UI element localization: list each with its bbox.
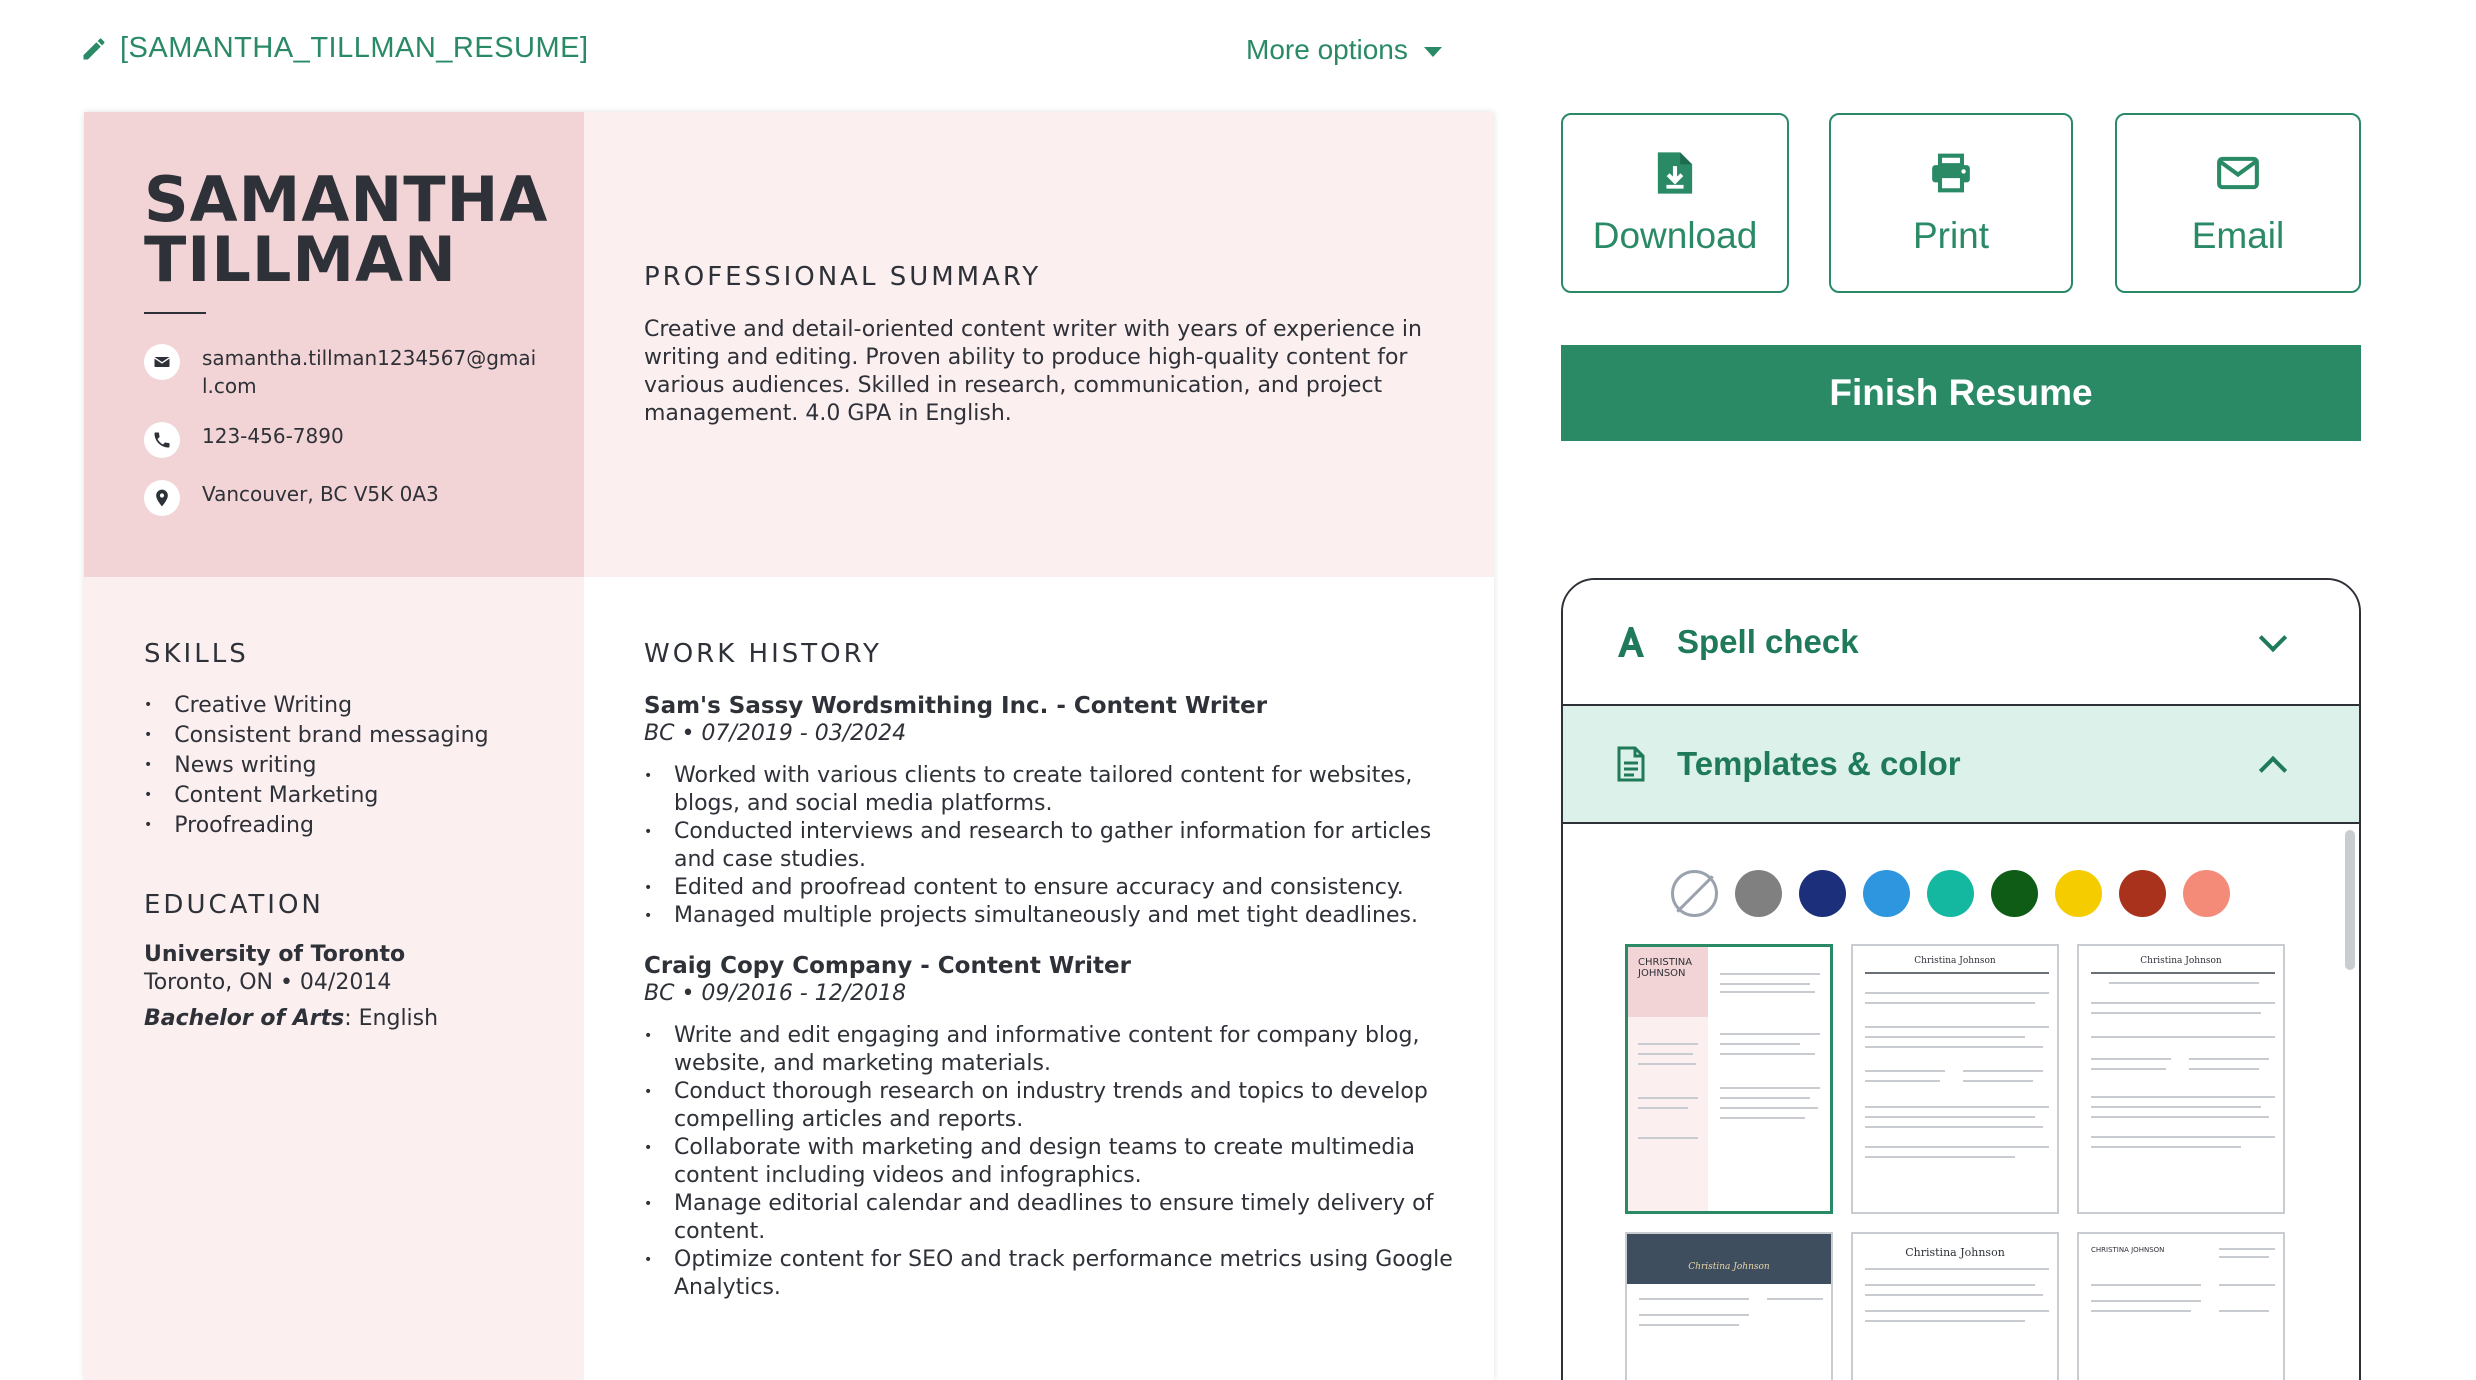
more-options-label: More options [1246,34,1408,65]
file-download-icon [1653,149,1697,197]
print-button[interactable] [1829,113,2073,293]
resume-name [144,163,549,296]
color-swatch[interactable] [1927,870,1974,917]
list-item: • News writing [144,752,489,782]
template-thumbnail[interactable] [1625,944,1833,1214]
list-item: • Optimize content for SEO and track performance metrics using Google Analytics. [644,1246,1454,1302]
degree-field: : English [344,1006,439,1031]
print-label: Print [1912,215,1990,256]
spell-check-toggle[interactable] [1563,580,2361,706]
name-last: TILLMAN [144,223,457,296]
skills-list [144,692,489,842]
email-text: samantha.tillman1234567@gmail.com [202,346,537,398]
finish-resume-button[interactable]: Finish Resume [1561,345,2361,441]
contact-email [144,344,542,400]
summary-heading: PROFESSIONAL SUMMARY [644,262,1042,292]
list-item: • Managed multiple projects simultaneously and met tight deadlines. [644,902,1454,930]
education-school: University of Toronto [144,942,406,967]
list-item: • Conduct thorough research on industry trends and topics to develop compelling articles and reports. [644,1078,1454,1134]
template-thumbnail[interactable] [1851,944,2059,1214]
list-item: • Collaborate with marketing and design teams to create multimedia content including videos and infographics. [644,1134,1454,1190]
color-swatch[interactable] [2055,870,2102,917]
pencil-icon [80,35,108,63]
education-heading: EDUCATION [144,890,324,920]
spell-check-icon [1613,625,1649,659]
spell-check-label: Spell check [1677,623,1859,660]
document-title[interactable] [80,32,589,65]
location-text: Vancouver, BC V5K 0A3 [202,482,439,506]
contact-location [144,480,542,516]
envelope-icon [144,344,180,380]
thumb-name: Christina Johnson [1914,956,1996,966]
printer-icon [1929,149,1973,197]
color-swatch[interactable] [1735,870,1782,917]
name-first: SAMANTHA [144,163,549,236]
color-swatch[interactable] [1799,870,1846,917]
no-color-swatch[interactable] [1671,870,1718,917]
download-label: Download [1592,215,1758,256]
list-item: • Content Marketing [144,782,489,812]
caret-down-icon [1424,47,1442,57]
resume-preview[interactable] [84,112,1494,1380]
job-bullets [644,1022,1454,1302]
more-options-button[interactable] [1246,34,1442,66]
editor-side-panel [1561,578,2361,1380]
template-thumbnail[interactable] [2077,944,2285,1214]
skills-heading: SKILLS [144,639,249,669]
panel-scrollbar[interactable] [2345,830,2355,970]
list-item: • Manage editorial calendar and deadlines to ensure timely delivery of content. [644,1190,1454,1246]
template-thumbnail[interactable] [2077,1232,2285,1380]
thumb-name: Christina Johnson [1905,1246,2005,1259]
color-swatch[interactable] [1991,870,2038,917]
email-button[interactable] [2115,113,2361,293]
list-item: • Conducted interviews and research to gather information for articles and case studies. [644,818,1454,874]
templates-color-toggle[interactable] [1563,706,2361,824]
download-button[interactable] [1561,113,1789,293]
list-item: • Consistent brand messaging [144,722,489,752]
template-thumbnail[interactable] [1851,1232,2059,1380]
list-item: • Edited and proofread content to ensure accuracy and consistency. [644,874,1454,902]
job-bullets [644,762,1454,930]
email-label: Email [2191,215,2285,256]
phone-text: 123-456-7890 [202,424,344,448]
job-meta: BC • 09/2016 - 12/2018 [644,981,907,1006]
job-title: Craig Copy Company - Content Writer [644,953,1131,979]
education-degree [144,1006,438,1031]
thumb-name: CHRISTINA JOHNSON [2091,1246,2165,1254]
document-icon [1613,746,1649,782]
list-item: • Proofreading [144,812,489,842]
summary-text: Creative and detail-oriented content writer with years of experience in writing and editing. Proven ability to produce high-quality content for various audiences. Skilled in research, communication, and project management. 4.0 GPA in English. [644,317,1422,426]
education-location: Toronto, ON • 04/2014 [144,970,392,995]
templates-color-label: Templates & color [1677,745,1961,782]
chevron-up-icon [2259,756,2287,784]
job-title: Sam's Sassy Wordsmithing Inc. - Content Writer [644,693,1268,719]
contact-phone [144,422,542,458]
map-pin-icon [144,480,180,516]
list-item: • Worked with various clients to create tailored content for websites, blogs, and social media platforms. [644,762,1454,818]
thumb-name: Christina Johnson [1688,1262,1770,1272]
name-divider [144,312,206,314]
document-title-text: [SAMANTHA_TILLMAN_RESUME] [120,32,589,64]
list-item: • Write and edit engaging and informative content for company blog, website, and marketing materials. [644,1022,1454,1078]
envelope-icon [2216,149,2260,197]
color-swatch[interactable] [1863,870,1910,917]
job-meta: BC • 07/2019 - 03/2024 [644,721,907,746]
thumb-name: CHRISTINA JOHNSON [1638,957,1693,979]
work-heading: WORK HISTORY [644,639,882,669]
list-item: • Creative Writing [144,692,489,722]
chevron-down-icon [2259,624,2287,652]
thumb-name: Christina Johnson [2140,956,2222,966]
degree-label: Bachelor of Arts [144,1006,345,1031]
color-swatch[interactable] [2183,870,2230,917]
template-thumbnail[interactable] [1625,1232,1833,1380]
color-swatch[interactable] [2119,870,2166,917]
phone-icon [144,422,180,458]
color-swatches [1671,870,2230,917]
